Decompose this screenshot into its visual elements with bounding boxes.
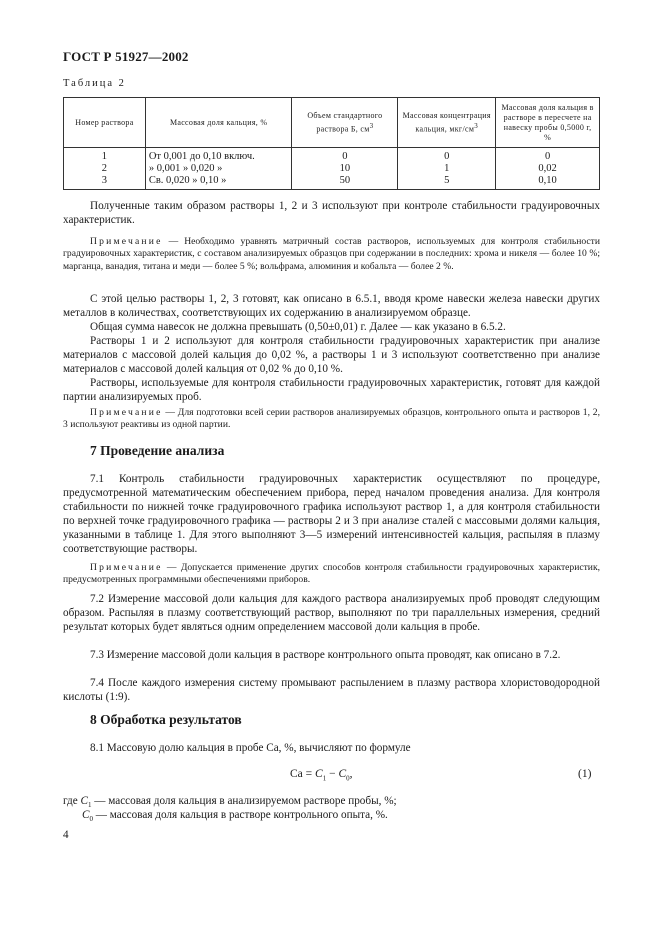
cell-range: Св. 0,020 » 0,10 » (145, 175, 292, 190)
cell-range: » 0,001 » 0,020 » (145, 163, 292, 175)
paragraph-usage: Растворы 1 и 2 используют для контроля стабильности градуировочных характеристик при анализе материалов с массовой долей кальция до 0,02 %, а растворы 1 и 3 используют соответственно при анализе материалов с массовой долей кальция от 0,02 % до 0,10 %. (63, 335, 600, 375)
table-header-row (64, 98, 600, 148)
note-label: Примечание (90, 236, 163, 247)
document-header: ГОСТ Р 51927—2002 (63, 49, 189, 64)
col-header-concentration: Массовая концентрация кальция, мкг/$см^3$ (398, 98, 496, 148)
formula-1: $Ca = C_1 - C_0$, (290, 768, 353, 783)
paragraph-batch: Растворы, используемые для контроля стабильности градуировочных характеристик, готовят для каждой партии анализируемых проб. (63, 377, 600, 403)
cell-concentration: 1 (398, 163, 496, 175)
paragraph-7-2: 7.2 Измерение массовой доли кальция для каждого раствора анализируемых проб проводят следующим образом. Распыляя в плазму соответствующий раствор, выполняют по три параллельных измерения, средний результат которых будет являться одним определением массовой доли кальция в пробе. (63, 593, 600, 633)
note-text: — Необходимо уравнять матричный состав растворов, используемых для контроля стабильности градуировочных характеристик, с составом анализируемых образцов при содержании в последних: хрома и никеля — более 10 %; марганца, ванадия, титана и меди — более 5 %; вольфрама, алюминия и кобальта — более 2 %. (63, 236, 600, 272)
paragraph-7-3: 7.3 Измерение массовой доли кальция в растворе контрольного опыта проводят, как описано в 7.2. (90, 649, 561, 661)
cell-volume: 0 (292, 148, 398, 164)
cell-number: 3 (64, 175, 146, 190)
table-row (64, 148, 600, 164)
definition-c0: $C_0$ — массовая доля кальция в растворе контрольного опыта, %. (82, 809, 388, 824)
cell-fraction: 0 (496, 148, 600, 164)
note-label: Примечание (90, 562, 163, 573)
paragraph-preparation: С этой целью растворы 1, 2, 3 готовят, как описано в 6.5.1, вводя кроме навески железа навески других металлов в количествах, соответствующих их содержанию в анализируемом образце. (63, 293, 600, 319)
note-reagents (63, 407, 600, 432)
definition-c1: где $C_1$ — массовая доля кальция в анализируемом растворе пробы, %; (63, 795, 397, 810)
col-header-fraction: Массовая доля кальция, % (145, 98, 292, 148)
paragraph-7-1: 7.1 Контроль стабильности градуировочных характеристик осуществляют по процедуре, предусмотренной математическим обеспечением прибора, перед началом проведения анализа. Для контроля стабильности по нижней точке градуировочного графика используют раствор 1, а для контроля стабильности по верхней точке градуировочного графика — растворы 2 и 3 при анализе сталей с массовыми долями кальция, указанными в таблице 1. Для этого выполняют 3—5 измерений интенсивностей кальция, распыляя в плазму соответствующие растворы. (63, 473, 600, 555)
paragraph-7-4: 7.4 После каждого измерения систему промывают распылением в плазму раствора хлористоводородной кислоты (1:9). (63, 677, 600, 703)
cell-concentration: 5 (398, 175, 496, 190)
note-label: Примечание (90, 407, 163, 418)
cell-volume: 10 (292, 163, 398, 175)
paragraph-8-1: 8.1 Массовую долю кальция в пробе Са, %, вычисляют по формуле (90, 742, 411, 754)
section-heading-8: 8 Обработка результатов (90, 712, 242, 727)
cell-fraction: 0,10 (496, 175, 600, 190)
cell-volume: 50 (292, 175, 398, 190)
paragraph-total-mass: Общая сумма навесок не должна превышать (0,50±0,01) г. Далее — как указано в 6.5.2. (90, 321, 506, 333)
note-text: — Допускается применение других способов контроля стабильности градуировочных характеристик, предусмотренных программными обеспечениями приборов. (63, 562, 600, 586)
cell-number: 1 (64, 148, 146, 164)
cell-concentration: 0 (398, 148, 496, 164)
cell-number: 2 (64, 163, 146, 175)
cell-fraction: 0,02 (496, 163, 600, 175)
table-caption: Таблица 2 (63, 78, 126, 89)
note-methods (63, 562, 600, 587)
page-number: 4 (63, 829, 69, 841)
col-header-fraction-sample: Массовая доля кальция в растворе в пересчете на навеску пробы 0,5000 г, % (496, 98, 600, 148)
table-2 (63, 97, 600, 190)
col-header-number: Номер раствора (64, 98, 146, 148)
formula-number: (1) (578, 768, 592, 780)
section-heading-7: 7 Проведение анализа (90, 443, 225, 458)
note-text: — Для подготовки всей серии растворов анализируемых образцов, контрольного опыта и растворов 1, 2, 3 используют реактивы из одной партии. (63, 407, 600, 431)
cell-range: От 0,001 до 0,10 включ. (145, 148, 292, 164)
note-matrix (63, 236, 600, 273)
table-row (64, 175, 600, 190)
paragraph-solutions: Полученные таким образом растворы 1, 2 и 3 используют при контроле стабильности градуировочных характеристик. (63, 200, 600, 226)
col-header-volume: Объем стандартного раствора Б, $см^3$ (292, 98, 398, 148)
table-row (64, 163, 600, 175)
